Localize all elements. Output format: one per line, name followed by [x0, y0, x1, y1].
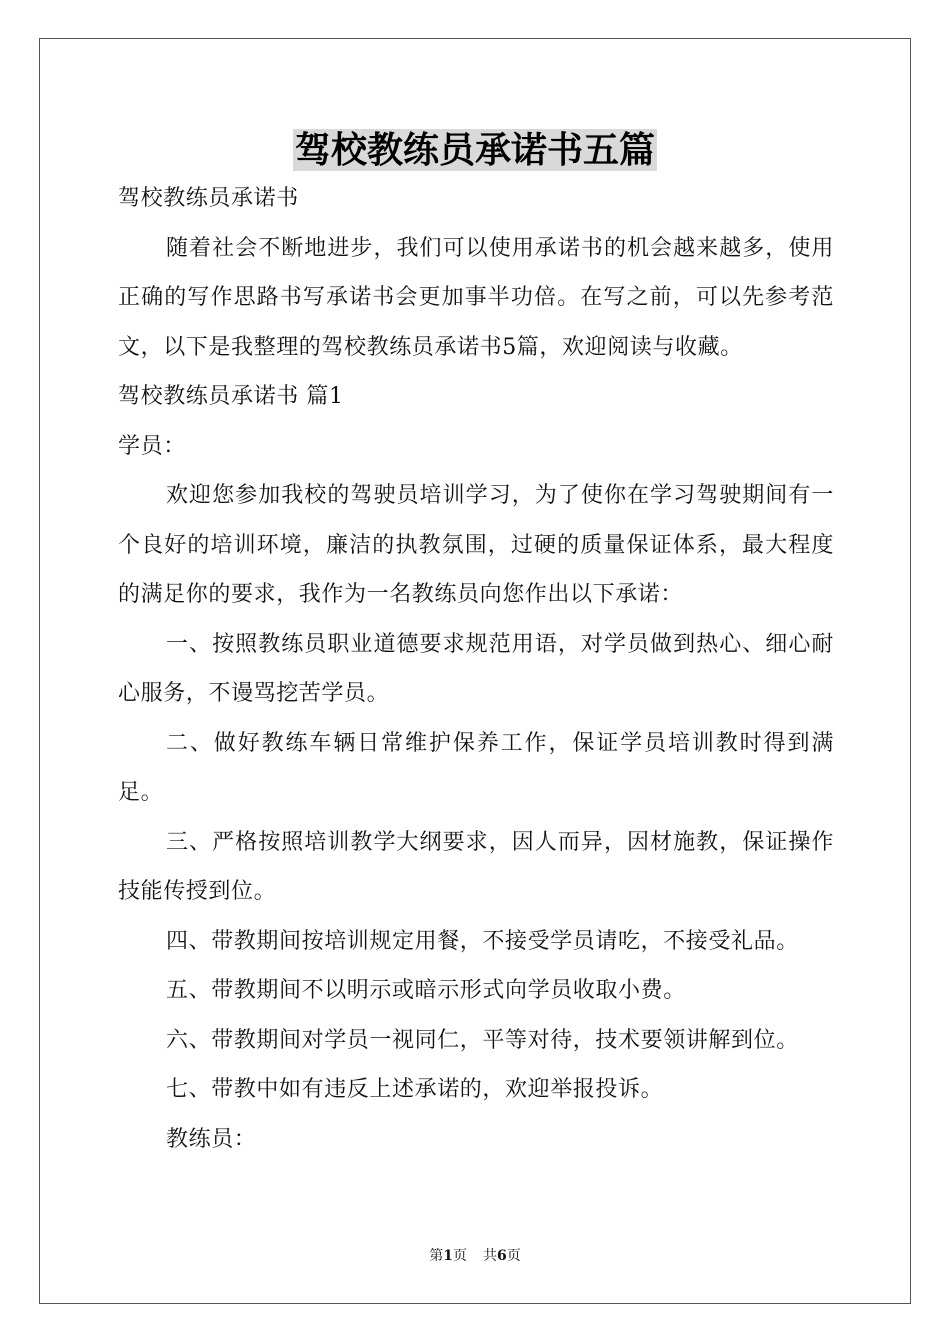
paragraph: 七、带教中如有违反上述承诺的，欢迎举报投诉。	[166, 1077, 664, 1102]
footer-page-suffix: 页	[453, 1248, 467, 1264]
document-title-text: 驾校教练员承诺书五篇	[294, 129, 655, 171]
paragraph: 二、做好教练车辆日常维护保养工作，保证学员培训教时得到满足。	[118, 730, 834, 805]
page-footer	[0, 1246, 950, 1266]
paragraph: 三、严格按照培训教学大纲要求，因人而异，因材施教，保证操作技能传授到位。	[118, 829, 834, 904]
paragraph: 驾校教练员承诺书	[118, 186, 299, 211]
paragraph: 四、带教期间按培训规定用餐，不接受学员请吃，不接受礼品。	[166, 928, 799, 954]
paragraph: 六、带教期间对学员一视同仁，平等对待，技术要领讲解到位。	[166, 1027, 799, 1053]
paragraph: 一、按照教练员职业道德要求规范用语，对学员做到热心、细心耐心服务，不谩骂挖苦学员。	[118, 631, 834, 706]
footer-page-prefix: 第	[429, 1248, 444, 1264]
paragraph: 学员：	[118, 433, 186, 459]
document-body	[118, 174, 834, 1164]
paragraph: 随着社会不断地进步，我们可以使用承诺书的机会越来越多，使用正确的写作思路书写承诺书会更加事半功倍。在写之前，可以先参考范文，以下是我整理的驾校教练员承诺书5篇，欢迎阅读与收藏。	[118, 235, 834, 360]
footer-total-suffix: 页	[506, 1248, 521, 1264]
footer-total-prefix: 共	[483, 1248, 497, 1264]
document-title	[0, 126, 950, 174]
paragraph: 欢迎您参加我校的驾驶员培训学习，为了使你在学习驾驶期间有一个良好的培训环境，廉洁的执教氛围，过硬的质量保证体系，最大程度的满足你的要求，我作为一名教练员向您作出以下承诺：	[118, 483, 834, 607]
footer-page-number: 1	[443, 1248, 453, 1264]
footer-total-number: 6	[497, 1248, 507, 1264]
paragraph: 教练员：	[166, 1126, 257, 1152]
paragraph: 驾校教练员承诺书 篇1	[118, 384, 344, 409]
paragraph: 五、带教期间不以明示或暗示形式向学员收取小费。	[166, 978, 686, 1003]
